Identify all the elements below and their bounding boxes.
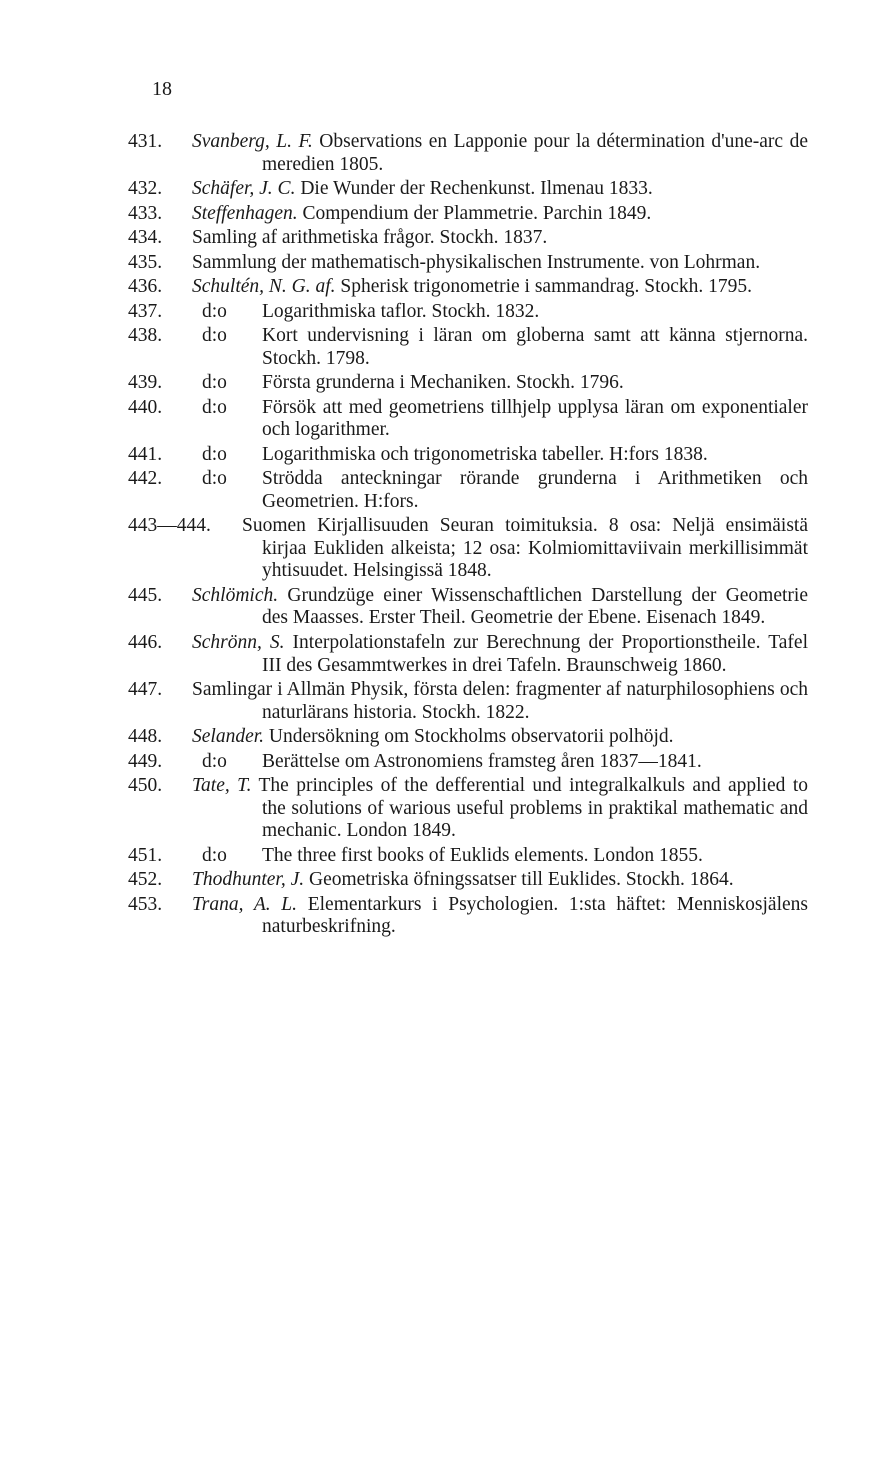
catalog-entry <box>0 131 892 176</box>
entry-body <box>192 893 808 939</box>
catalog-entry <box>0 444 892 467</box>
entry-body <box>192 227 808 250</box>
entry-body <box>192 584 808 630</box>
ditto-mark: d:o <box>202 324 227 346</box>
catalog-entry <box>0 679 892 724</box>
page-number: 18 <box>152 78 172 100</box>
entry-title: Försök att med geometriens tillhjelp upplysa läran om exponentialer och logarithmer. <box>262 396 808 441</box>
ditto-mark: d:o <box>202 372 227 394</box>
entry-body <box>192 775 808 843</box>
entry-body <box>262 301 808 324</box>
catalog-list <box>0 131 892 941</box>
catalog-entry <box>0 325 892 370</box>
entry-title: Geometriska öfningssatser till Euklides. Stockh. 1864. <box>304 869 734 891</box>
catalog-entry <box>0 515 892 583</box>
catalog-entry <box>0 585 892 630</box>
entry-body <box>192 631 809 677</box>
ditto-mark: d:o <box>202 300 227 322</box>
entry-title: Kort undervisning i läran om globerna samt att känna stjernorna. Stockh. 1798. <box>262 324 808 369</box>
entry-author: Selander. <box>192 726 265 748</box>
ditto-mark: d:o <box>202 443 227 465</box>
catalog-entry <box>0 468 892 513</box>
entry-author: Trana, A. L. <box>192 893 298 915</box>
catalog-entry <box>0 397 892 442</box>
catalog-entry <box>0 869 892 892</box>
entry-author: Svanberg, L. F. <box>192 131 313 152</box>
catalog-entry <box>0 203 892 226</box>
entry-title: Suomen Kirjallisuuden Seuran toimituksia. 8 osa: Neljä ensimäistä kirjaa Eukliden alkeista; 12 osa: Kolmiomittaviivain merkillisimmät yhtisuudet. Helsingissä 1848. <box>242 515 808 582</box>
entry-title: Sammlung der mathematisch-physikalischen Instrumente. von Lohrman. <box>192 251 761 273</box>
entry-number: 435. <box>128 251 163 273</box>
entry-number: 450. <box>128 775 163 797</box>
entry-body <box>262 444 808 467</box>
entry-author: Schlömich. <box>192 584 279 606</box>
entry-body <box>262 325 808 370</box>
entry-body <box>192 202 808 226</box>
entry-number: 431. <box>128 131 163 152</box>
entry-title: Logarithmiska och trigonometriska tabeller. H:fors 1838. <box>262 443 708 465</box>
entry-number: 443—444. <box>128 515 211 537</box>
ditto-mark: d:o <box>202 468 227 490</box>
entry-author: Tate, T. <box>192 775 252 797</box>
catalog-entry <box>0 178 892 201</box>
catalog-entry <box>0 751 892 774</box>
catalog-entry <box>0 252 892 275</box>
catalog-entry <box>0 632 892 677</box>
entry-title: Die Wunder der Rechenkunst. Ilmenau 1833. <box>295 178 653 200</box>
entry-body <box>192 131 808 176</box>
entry-number: 433. <box>128 202 163 224</box>
entry-title: Grundzüge einer Wissenschaftlichen Darstellung der Geometrie des Maasses. Erster Theil. Geometrie der Ebene. Eisenach 1849. <box>262 584 808 629</box>
entry-title: Undersökning om Stockholms observatorii polhöjd. <box>264 726 674 748</box>
entry-number: 434. <box>128 227 163 249</box>
entry-title: Logarithmiska taflor. Stockh. 1832. <box>262 300 540 322</box>
entry-title: Första grunderna i Mechaniken. Stockh. 1796. <box>262 372 624 394</box>
catalog-entry <box>0 372 892 395</box>
entry-body <box>262 397 808 442</box>
entry-title: Observations en Lapponie pour la détermination d'une-arc de meredien 1805. <box>262 131 808 175</box>
entry-number: 442. <box>128 468 163 490</box>
entry-body <box>262 845 808 868</box>
entry-number: 452. <box>128 869 163 891</box>
entry-title: Samling af arithmetiska frågor. Stockh. 1837. <box>192 227 548 249</box>
entry-number: 446. <box>128 631 163 653</box>
entry-number: 447. <box>128 679 163 701</box>
entry-author: Schrönn, S. <box>192 631 285 653</box>
entry-body <box>192 178 808 201</box>
ditto-mark: d:o <box>202 750 227 772</box>
entry-title: Elementarkurs i Psychologien. 1:sta häftet: Menniskosjälens naturbeskrifning. <box>262 893 808 938</box>
entry-title: Samlingar i Allmän Physik, första delen: fragmenter af naturphilosophiens och naturlärans historia. Stockh. 1822. <box>192 679 808 723</box>
entry-title: The principles of the defferential und integralkalkuls and applied to the solutions of warious useful problems in praktikal mathematic and mechanic. London 1849. <box>251 775 808 842</box>
entry-body <box>262 468 808 513</box>
entry-number: 438. <box>128 324 163 346</box>
entry-body <box>242 515 808 583</box>
entry-title: Compendium der Plammetrie. Parchin 1849. <box>297 202 652 224</box>
catalog-entry <box>0 227 892 250</box>
entry-body <box>262 372 808 395</box>
entry-body <box>262 751 808 774</box>
entry-body <box>192 251 808 275</box>
entry-number: 449. <box>128 750 163 772</box>
catalog-entry <box>0 276 892 299</box>
entry-number: 448. <box>128 726 163 748</box>
entry-author: Steffenhagen. <box>192 202 298 224</box>
entry-body <box>192 276 808 299</box>
entry-title: Interpolationstafeln zur Berechnung der Proportionstheile. Tafel III des Gesammtwerkes in drei Tafeln. Braunschweig 1860. <box>262 631 809 676</box>
entry-author: Schäfer, J. C. <box>192 178 296 200</box>
entry-title: Berättelse om Astronomiens framsteg åren 1837—1841. <box>262 750 702 772</box>
entry-body <box>192 679 808 724</box>
entry-title: The three first books of Euklids elements. London 1855. <box>262 844 703 866</box>
ditto-mark: d:o <box>202 844 227 866</box>
entry-number: 436. <box>128 276 163 298</box>
entry-number: 453. <box>128 893 163 915</box>
catalog-entry <box>0 845 892 868</box>
entry-number: 441. <box>128 443 163 465</box>
entry-number: 439. <box>128 372 163 394</box>
catalog-entry <box>0 726 892 749</box>
entry-title: Strödda anteckningar rörande grunderna i Arithmetiken och Geometrien. H:fors. <box>262 468 808 512</box>
entry-number: 440. <box>128 396 163 418</box>
entry-number: 432. <box>128 178 163 200</box>
catalog-entry <box>0 301 892 324</box>
entry-number: 437. <box>128 300 163 322</box>
entry-number: 445. <box>128 584 163 606</box>
ditto-mark: d:o <box>202 396 227 418</box>
catalog-entry <box>0 894 892 939</box>
catalog-entry <box>0 775 892 843</box>
entry-author: Schultén, N. G. af. <box>192 276 336 298</box>
entry-body <box>192 726 808 749</box>
entry-author: Thodhunter, J. <box>192 869 305 891</box>
entry-number: 451. <box>128 844 163 866</box>
entry-title: Spherisk trigonometrie i sammandrag. Stockh. 1795. <box>335 276 753 298</box>
entry-body <box>192 869 808 892</box>
